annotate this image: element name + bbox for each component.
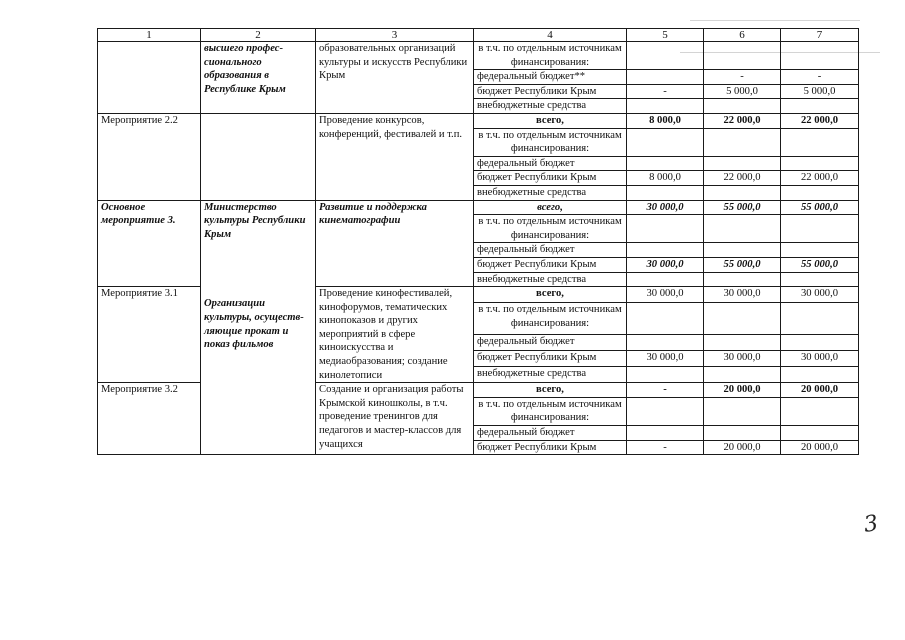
col-header-2: 2: [201, 29, 316, 42]
cell-value: 55 000,0: [781, 200, 859, 215]
cell-value: [627, 70, 704, 85]
cell-value: -: [627, 440, 704, 455]
cell-value: -: [627, 84, 704, 99]
cell-source-total: всего,: [474, 200, 627, 215]
cell-activity-name: образовательных организаций культуры и искусств Республики Крым: [316, 42, 474, 114]
table-row: [98, 200, 859, 215]
cell-source-incl: в т.ч. по отдельным источникам финансирования:: [474, 128, 627, 156]
cell-value: 55 000,0: [704, 200, 781, 215]
cell-value: -: [704, 70, 781, 85]
cell-executor: высшего профес-сионального образования в Республике Крым: [201, 42, 316, 114]
cell-value: 30 000,0: [627, 200, 704, 215]
cell-activity-name: Проведение кинофестивалей, кинофорумов, тематических кинопоказов и других мероприятий в сфере киноискусства и медиаобразования; создание кинолетописи: [316, 287, 474, 383]
cell-value: 8 000,0: [627, 171, 704, 186]
col-header-4: 4: [474, 29, 627, 42]
cell-value: 5 000,0: [781, 84, 859, 99]
cell-value: 22 000,0: [704, 171, 781, 186]
cell-source-incl: в т.ч. по отдельным источникам финансирования:: [474, 303, 627, 334]
col-header-1: 1: [98, 29, 201, 42]
cell-source-total: всего,: [474, 383, 627, 398]
cell-source-regional: бюджет Республики Крым: [474, 440, 627, 455]
cell-source-incl: в т.ч. по отдельным источникам финансирования:: [474, 42, 627, 70]
cell-value: 30 000,0: [781, 287, 859, 303]
cell-executor-empty: [201, 113, 316, 200]
cell-activity-id: Основное мероприятие 3.: [98, 200, 201, 287]
cell-value: 22 000,0: [781, 113, 859, 128]
cell-value: 22 000,0: [781, 171, 859, 186]
cell-source-regional: бюджет Республики Крым: [474, 171, 627, 186]
cell-value: 22 000,0: [704, 113, 781, 128]
cell-value: 30 000,0: [704, 350, 781, 366]
cell-value: 20 000,0: [704, 383, 781, 398]
cell-source-extra: внебюджетные средства: [474, 185, 627, 200]
cell-source-federal: федеральный бюджет: [474, 334, 627, 350]
cell-value: 5 000,0: [704, 84, 781, 99]
cell-activity-name: Создание и организация работы Крымской киношколы, в т.ч. проведение тренингов для педагогов и мастер-классов для учащихся: [316, 383, 474, 455]
cell-value: 8 000,0: [627, 113, 704, 128]
cell-value: -: [627, 383, 704, 398]
cell-activity-name: Проведение конкурсов, конференций, фестивалей и т.п.: [316, 113, 474, 200]
cell-source-federal: федеральный бюджет: [474, 243, 627, 258]
cell-source-regional: бюджет Республики Крым: [474, 84, 627, 99]
page-mark: 3: [862, 511, 880, 538]
cell-source-federal: федеральный бюджет: [474, 426, 627, 441]
table-row: [98, 42, 859, 70]
executor-organizations: Организации культуры, осуществ-ляющие прокат и показ фильмов: [204, 298, 304, 351]
cell-activity-id: Мероприятие 2.2: [98, 113, 201, 200]
cell-source-incl: в т.ч. по отдельным источникам финансирования:: [474, 397, 627, 425]
cell-source-federal: федеральный бюджет: [474, 156, 627, 171]
cell-value: 30 000,0: [627, 350, 704, 366]
cell-value: 55 000,0: [781, 257, 859, 272]
budget-table: [97, 28, 859, 455]
cell-value: -: [781, 70, 859, 85]
cell-activity-name: Развитие и поддержка кинематографии: [316, 200, 474, 287]
cell-source-extra: внебюджетные средства: [474, 367, 627, 383]
col-header-6: 6: [704, 29, 781, 42]
cell-source-total: всего,: [474, 287, 627, 303]
cell-executor: [201, 200, 316, 455]
cell-value: 30 000,0: [627, 287, 704, 303]
header-row: [98, 29, 859, 42]
cell-value: 30 000,0: [627, 257, 704, 272]
scan-artifact-top: [690, 20, 860, 21]
col-header-5: 5: [627, 29, 704, 42]
cell-value: 30 000,0: [781, 350, 859, 366]
cell-source-extra: внебюджетные средства: [474, 99, 627, 114]
col-header-7: 7: [781, 29, 859, 42]
col-header-3: 3: [316, 29, 474, 42]
cell-source-incl: в т.ч. по отдельным источникам финансирования:: [474, 215, 627, 243]
cell-source-total: всего,: [474, 113, 627, 128]
cell-value: 55 000,0: [704, 257, 781, 272]
cell-activity-id: Мероприятие 3.1: [98, 287, 201, 383]
cell-id-empty: [98, 42, 201, 114]
cell-source-regional: бюджет Республики Крым: [474, 257, 627, 272]
cell-value: 20 000,0: [704, 440, 781, 455]
table-row: [98, 113, 859, 128]
cell-source-regional: бюджет Республики Крым: [474, 350, 627, 366]
executor-ministry: Министерство культуры Республики Крым: [204, 201, 306, 240]
cell-activity-id: Мероприятие 3.2: [98, 383, 201, 455]
cell-value: 20 000,0: [781, 440, 859, 455]
cell-value: 30 000,0: [704, 287, 781, 303]
cell-source-federal: федеральный бюджет**: [474, 70, 627, 85]
cell-source-extra: внебюджетные средства: [474, 272, 627, 287]
cell-value: 20 000,0: [781, 383, 859, 398]
